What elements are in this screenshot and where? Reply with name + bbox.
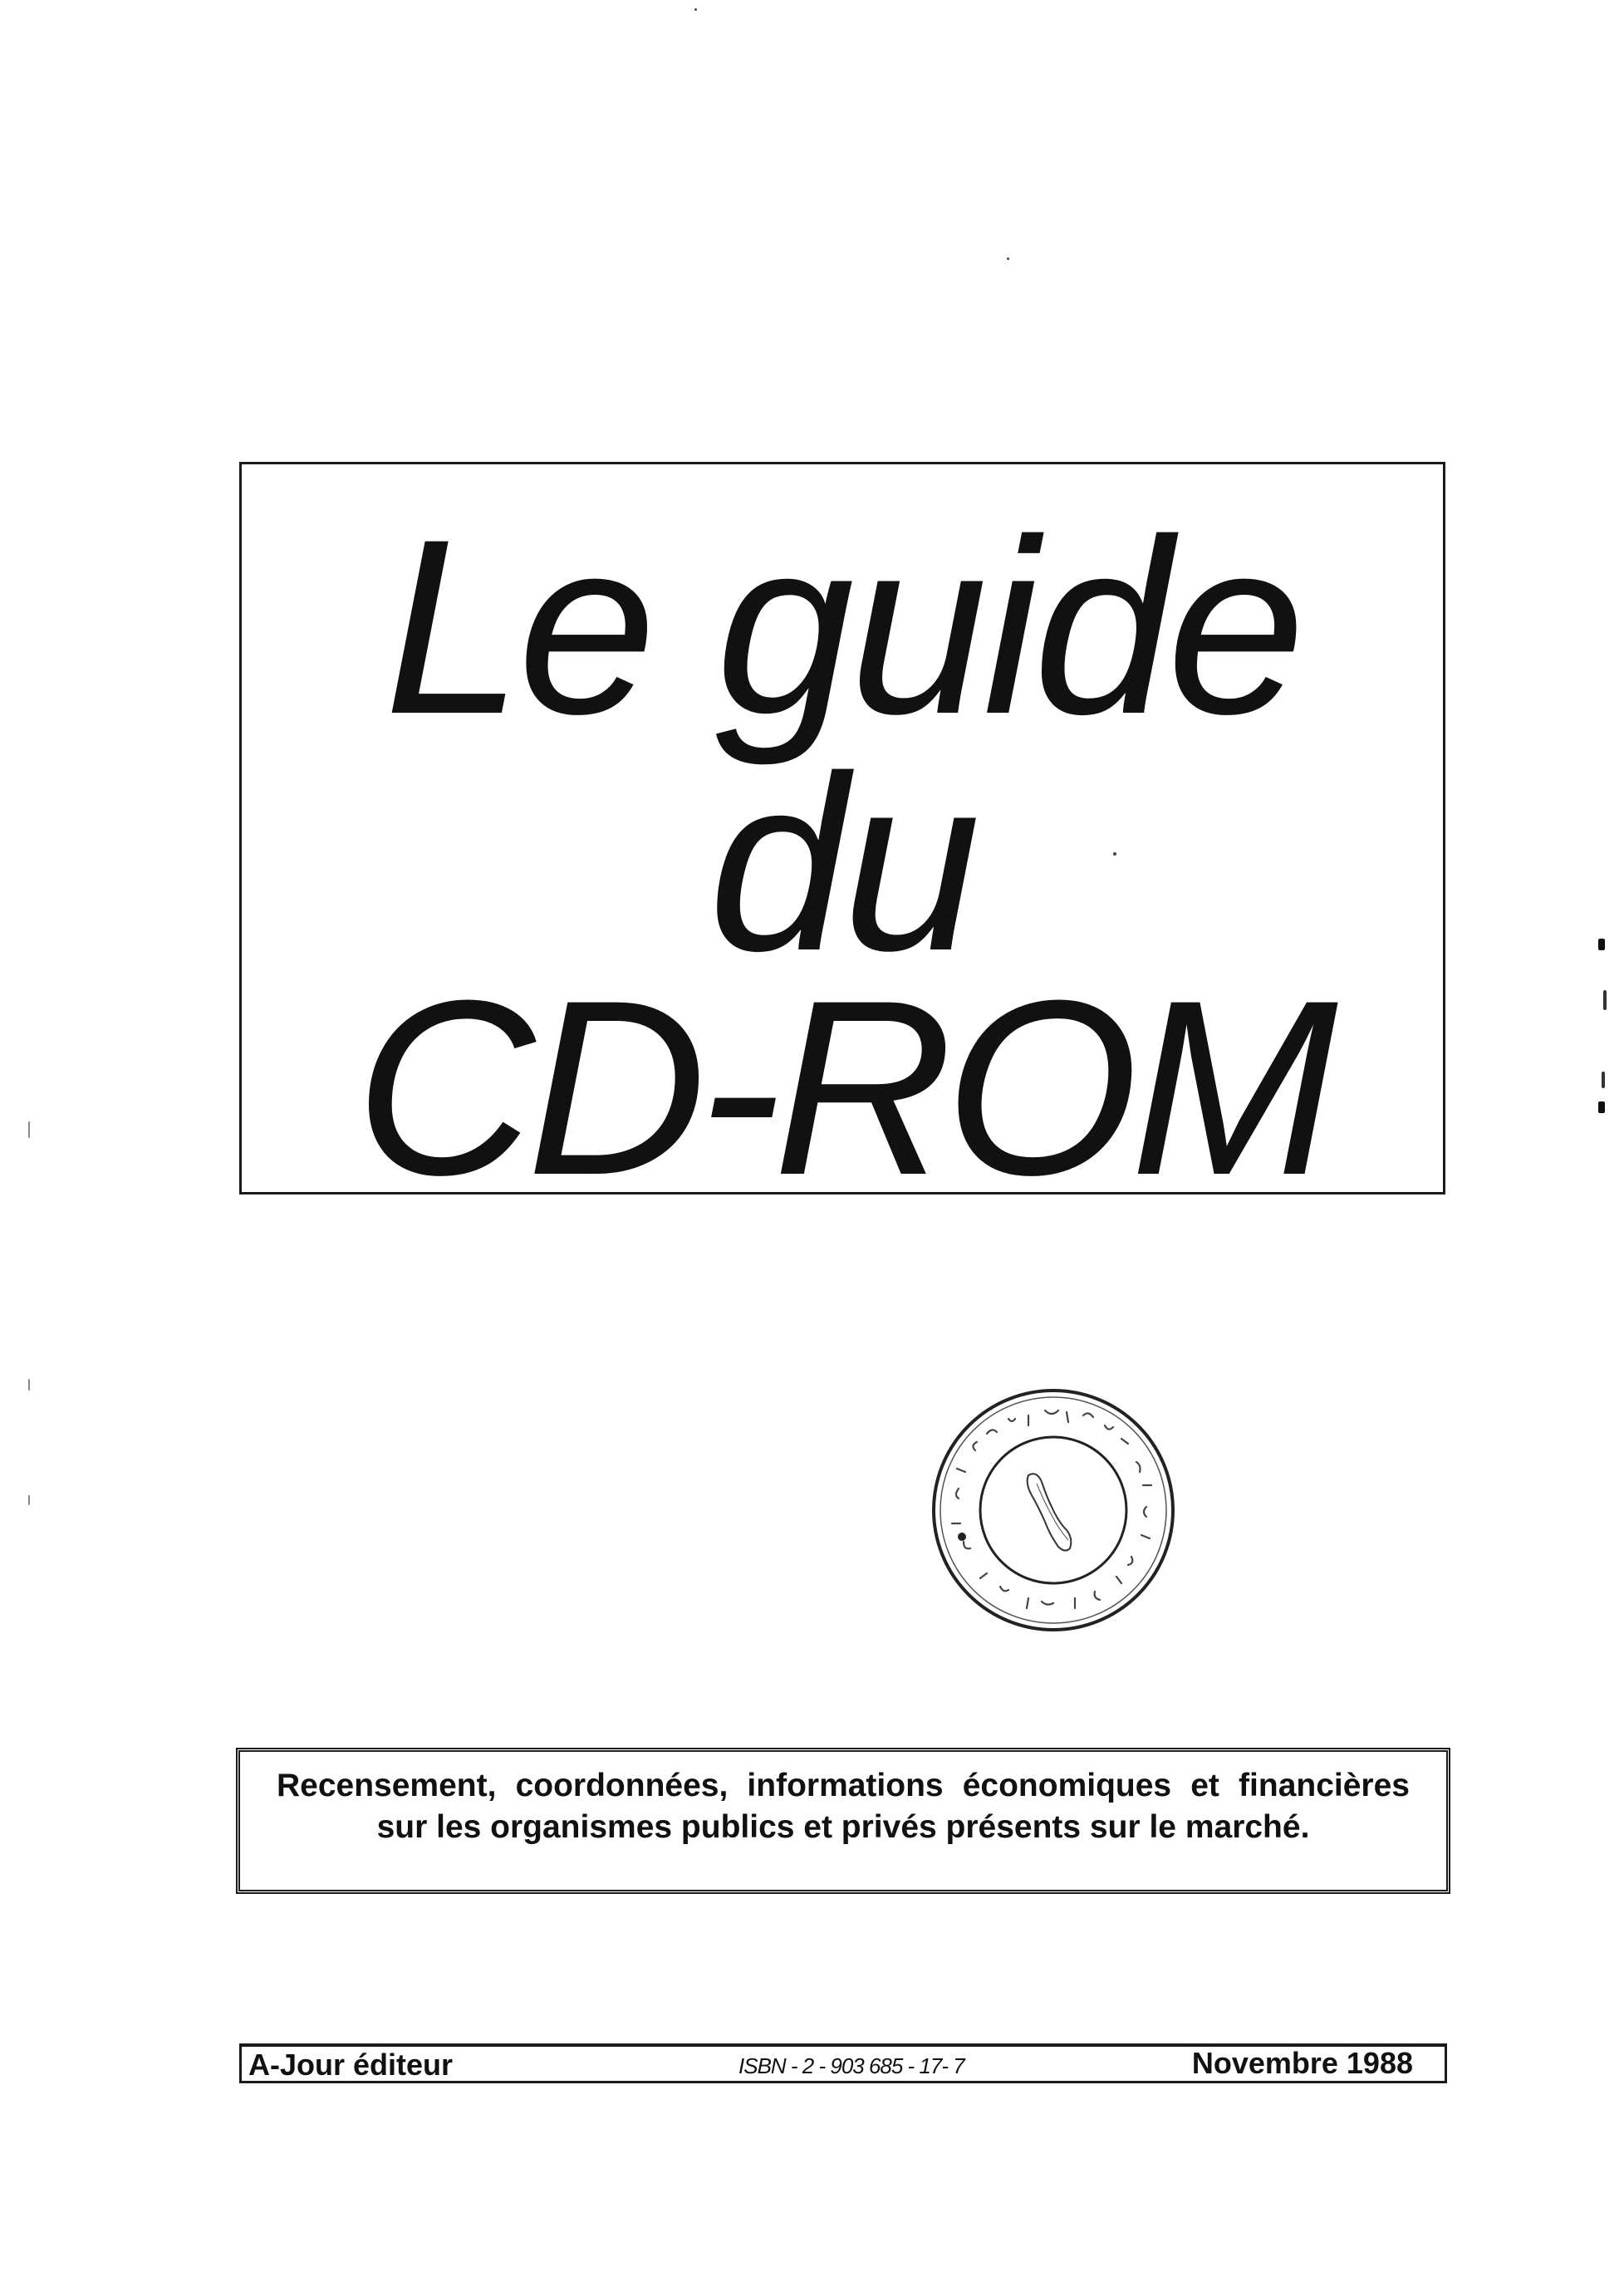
- publication-date: Novembre 1988: [1191, 2046, 1413, 2080]
- title-line-1: Le guide: [384, 487, 1301, 766]
- scan-speck: [694, 8, 697, 11]
- scan-speck: [1007, 258, 1009, 260]
- scan-speck: [28, 1379, 30, 1391]
- publisher-name: A-Jour éditeur: [248, 2048, 454, 2082]
- library-seal-icon: [929, 1386, 1178, 1635]
- title-line-2: du: [709, 724, 976, 1003]
- scan-speck: [1602, 1072, 1605, 1088]
- footer-box: [239, 2043, 1447, 2083]
- title-box: [239, 462, 1445, 1227]
- scan-speck: [1603, 990, 1607, 1010]
- description-text: Recensement, coordonnées, informations économiques et financières sur les organismes publics et privés présents sur le marché.: [277, 1768, 1410, 1845]
- scan-speck: [1113, 852, 1116, 856]
- scan-speck: [1598, 939, 1605, 950]
- description-box: [236, 1748, 1450, 1894]
- isbn-number: ISBN - 2 - 903 685 - 17- 7: [738, 2053, 964, 2078]
- scan-speck: [28, 1495, 30, 1505]
- scan-speck: [28, 1121, 30, 1138]
- title-line-3: CD-ROM: [355, 948, 1330, 1227]
- scan-speck: [1598, 1101, 1605, 1113]
